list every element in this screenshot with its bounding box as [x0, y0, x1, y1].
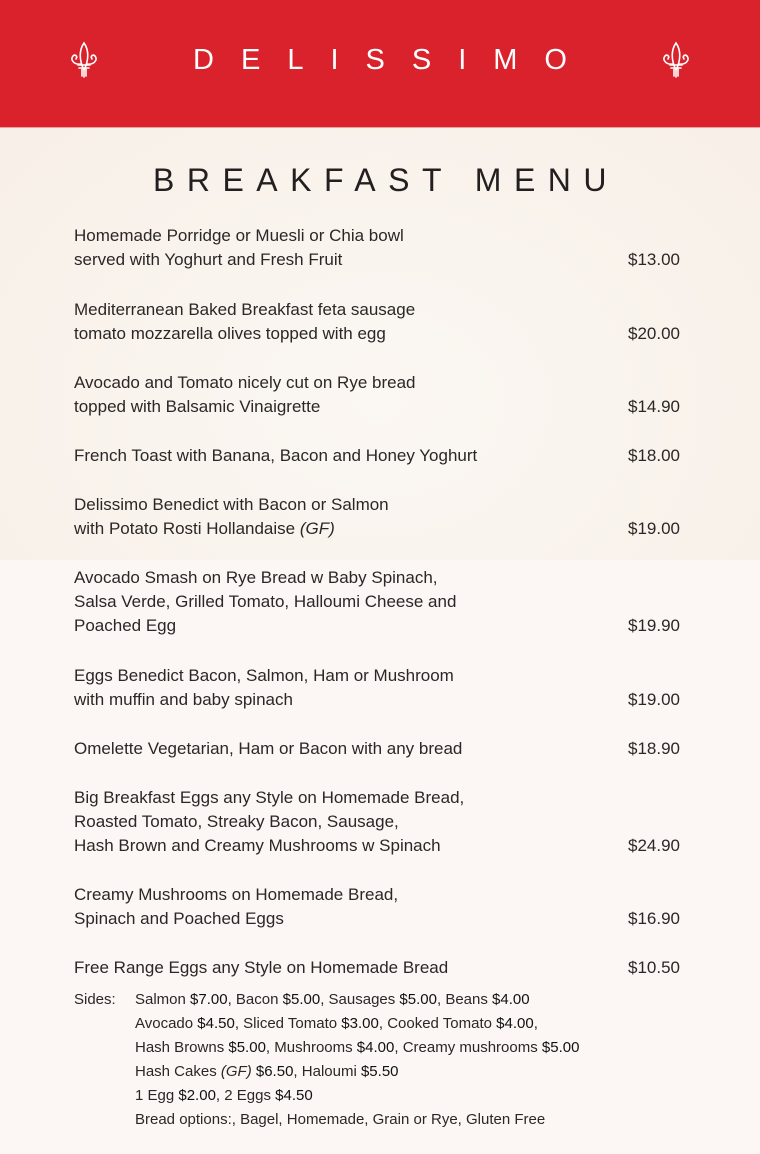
- sides-line: Salmon $7.00, Bacon $5.00, Sausages $5.00, Beans $4.00: [135, 991, 530, 1008]
- side-price: $4.00: [492, 991, 530, 1008]
- side-name: Sausages: [328, 991, 396, 1008]
- item-line: served with Yoghurt and Fresh Fruit: [74, 250, 343, 269]
- fleur-de-lis-icon: [656, 40, 696, 80]
- brand-name: DELISSIMO: [193, 44, 594, 76]
- item-price: $13.00: [628, 250, 680, 269]
- menu-item: [74, 566, 680, 638]
- side-name: Creamy mushrooms: [402, 1039, 538, 1056]
- gluten-free-note: (GF): [220, 1063, 252, 1080]
- item-line: with muffin and baby spinach: [74, 690, 293, 709]
- item-line: Avocado and Tomato nicely cut on Rye bread: [74, 373, 416, 392]
- side-name: Hash Cakes: [135, 1063, 217, 1080]
- side-name: Sliced Tomato: [243, 1015, 338, 1032]
- side-name: 2 Eggs: [224, 1087, 271, 1104]
- item-line: Big Breakfast Eggs any Style on Homemade Bread,: [74, 788, 465, 807]
- item-line: Salsa Verde, Grilled Tomato, Halloumi Cheese and: [74, 592, 457, 611]
- item-line: tomato mozzarella olives topped with egg: [74, 324, 386, 343]
- side-price: $4.00: [496, 1015, 534, 1032]
- side-price: $7.00: [190, 991, 228, 1008]
- side-name: Cooked Tomato: [387, 1015, 492, 1032]
- item-price: $10.50: [628, 958, 680, 977]
- item-line: Spinach and Poached Eggs: [74, 909, 284, 928]
- side-price: $2.00: [178, 1087, 216, 1104]
- item-line: Free Range Eggs any Style on Homemade Bread: [74, 958, 449, 977]
- sides-label: Sides:: [74, 991, 116, 1008]
- menu-item: [74, 664, 680, 712]
- menu-item: [74, 371, 680, 419]
- menu-item: [74, 786, 680, 858]
- item-line: with Potato Rosti Hollandaise: [74, 519, 296, 538]
- gluten-free-note: (GF): [299, 519, 335, 538]
- item-line: Creamy Mushrooms on Homemade Bread,: [74, 885, 399, 904]
- sides-line: Hash Browns $5.00, Mushrooms $4.00, Creamy mushrooms $5.00: [135, 1039, 580, 1056]
- item-line: Poached Egg: [74, 616, 177, 635]
- item-line: Hash Brown and Creamy Mushrooms w Spinach: [74, 836, 441, 855]
- brand-header: [0, 0, 760, 128]
- item-line: Eggs Benedict Bacon, Salmon, Ham or Mushroom: [74, 666, 454, 685]
- side-name: 1 Egg: [135, 1087, 175, 1104]
- side-name: Beans: [445, 991, 488, 1008]
- menu-item: [74, 444, 680, 468]
- item-line: French Toast with Banana, Bacon and Honey Yoghurt: [74, 446, 478, 465]
- item-price: $16.90: [628, 909, 680, 928]
- menu-item: [74, 956, 680, 980]
- menu-item: [74, 493, 680, 541]
- side-price: $3.00: [341, 1015, 379, 1032]
- sides-line: Avocado $4.50, Sliced Tomato $3.00, Cooked Tomato $4.00,: [135, 1015, 538, 1032]
- side-price: $5.00: [399, 991, 437, 1008]
- side-name: Haloumi: [301, 1063, 357, 1080]
- item-line: topped with Balsamic Vinaigrette: [74, 397, 321, 416]
- side-name: Avocado: [135, 1015, 194, 1032]
- side-price: $5.00: [228, 1039, 266, 1056]
- sides-line: Hash Cakes (GF) $6.50, Haloumi $5.50: [135, 1063, 399, 1080]
- side-name: Salmon: [135, 991, 186, 1008]
- item-price: $19.00: [628, 690, 680, 709]
- item-price: $18.90: [628, 739, 680, 758]
- menu-title: BREAKFAST MENU: [152, 162, 620, 198]
- menu-item: [74, 737, 680, 761]
- side-price: $5.00: [541, 1039, 580, 1056]
- side-price: $6.50: [255, 1063, 294, 1080]
- side-name: Mushrooms: [274, 1039, 353, 1056]
- side-name: Hash Browns: [135, 1039, 225, 1056]
- item-line: Avocado Smash on Rye Bread w Baby Spinach,: [74, 568, 438, 587]
- item-price: $14.90: [628, 397, 680, 416]
- item-line: Omelette Vegetarian, Ham or Bacon with any bread: [74, 739, 463, 758]
- side-price: $4.00: [356, 1039, 395, 1056]
- side-price: $4.50: [275, 1087, 313, 1104]
- side-price: $5.00: [282, 991, 321, 1008]
- item-price: $20.00: [628, 324, 680, 343]
- menu-item: [74, 224, 680, 272]
- side-name: Bacon: [235, 991, 279, 1008]
- item-price: $18.00: [628, 446, 680, 465]
- bread-options: Bread options:, Bagel, Homemade, Grain or Rye, Gluten Free: [135, 1111, 546, 1128]
- item-line: Homemade Porridge or Muesli or Chia bowl: [74, 226, 404, 245]
- side-price: $5.50: [360, 1063, 399, 1080]
- menu-item: [74, 298, 680, 346]
- item-line: Delissimo Benedict with Bacon or Salmon: [74, 495, 389, 514]
- item-price: $24.90: [628, 836, 680, 855]
- menu-item: [74, 883, 680, 931]
- sides-line: 1 Egg $2.00, 2 Eggs $4.50: [135, 1087, 313, 1104]
- item-price: $19.90: [628, 616, 680, 635]
- item-line: Mediterranean Baked Breakfast feta sausage: [74, 300, 416, 319]
- item-line: Roasted Tomato, Streaky Bacon, Sausage,: [74, 812, 399, 831]
- item-price: $19.00: [628, 519, 680, 538]
- side-price: $4.50: [197, 1015, 235, 1032]
